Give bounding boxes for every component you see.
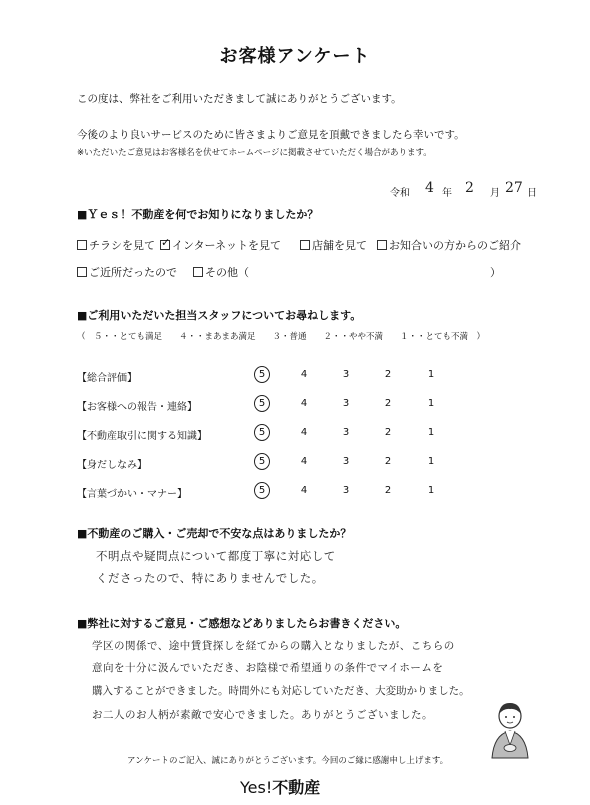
selected-circle: [254, 482, 270, 499]
date-year: 4: [425, 180, 434, 196]
q1-checkbox-other[interactable]: [193, 267, 203, 277]
score-3[interactable]: 3: [342, 456, 350, 467]
page-title: お客様アンケート: [219, 46, 371, 67]
q3-heading: ■不動産のご購入・ご売却で不安な点はありましたか？: [77, 527, 352, 540]
score-1[interactable]: 1: [427, 369, 435, 380]
score-2[interactable]: 2: [384, 485, 392, 496]
score-1[interactable]: 1: [427, 398, 435, 409]
date-era: 令和: [390, 188, 410, 199]
score-4[interactable]: 4: [300, 456, 308, 467]
q1-checkbox-store[interactable]: [300, 240, 310, 250]
q4-answer-line-2: 意向を十分に汲んでいただき、お陰様で希望通りの条件でマイホームを: [92, 662, 444, 674]
score-5[interactable]: 5: [258, 369, 266, 380]
intro-line-2: 今後のより良いサービスのために皆さまよりご意見を頂戴できましたら幸いです。: [77, 129, 465, 141]
q4-answer-line-4: お二人のお人柄が素敵で安心できました。ありがとうございました。: [92, 709, 433, 721]
score-1[interactable]: 1: [427, 485, 435, 496]
q1-option-store[interactable]: 店舗を見て: [300, 237, 367, 253]
q1-option-referral[interactable]: お知合いの方からのご紹介: [377, 237, 521, 253]
rating-label: 【言葉づかい・マナー】: [77, 489, 187, 500]
selected-circle: [254, 366, 270, 383]
q1-option-internet[interactable]: ✓ インターネットを見て: [161, 236, 282, 252]
q3-answer-line-2: くださったので、特にありませんでした。: [96, 571, 324, 585]
score-2[interactable]: 2: [384, 456, 392, 467]
score-5[interactable]: 5: [258, 456, 266, 467]
date-month: 2: [465, 180, 474, 196]
q1-option-nearby[interactable]: ご近所だったので: [77, 264, 177, 280]
score-3[interactable]: 3: [342, 485, 350, 496]
q1-checkbox-referral[interactable]: [377, 240, 387, 250]
q3-answer-line-1: 不明点や疑問点について都度丁寧に対応して: [96, 549, 336, 563]
checkmark-icon: ✓: [161, 236, 171, 249]
q4-heading: ■弊社に対するご意見・ご感想などありましたらお書きください。: [77, 617, 407, 630]
score-4[interactable]: 4: [300, 369, 308, 380]
q1-checkbox-nearby[interactable]: [77, 267, 87, 277]
q1-option-flyer[interactable]: チラシを見て: [77, 237, 155, 253]
footer-thanks: アンケートのご記入、誠にありがとうございます。今回のご縁に感謝申し上げます。: [127, 756, 449, 766]
score-3[interactable]: 3: [342, 427, 350, 438]
score-3[interactable]: 3: [342, 369, 350, 380]
date-year-label: 年: [442, 188, 452, 199]
rating-label: 【総合評価】: [77, 373, 137, 384]
q4-answer-line-1: 学区の関係で、途中賃貸探しを経てからの購入となりましたが、こちらの: [92, 640, 455, 652]
score-3[interactable]: 3: [342, 398, 350, 409]
selected-circle: [254, 453, 270, 470]
intro-note: ※いただいたご意見はお客様名を伏せてホームページに掲載させていただく場合があります。: [77, 148, 432, 158]
date-day: 27: [505, 180, 523, 196]
logo-yes: Yes!: [240, 778, 273, 797]
rating-label: 【身だしなみ】: [77, 460, 147, 471]
score-4[interactable]: 4: [300, 427, 308, 438]
q1-other-close: ）: [490, 266, 501, 279]
date-day-label: 日: [527, 188, 537, 199]
q2-scale-legend: （ ５・・とても満足 ４・・まあまあ満足 ３・普通 ２・・やや不満 １・・とても不満 ）: [77, 332, 486, 342]
q2-heading: ■ご利用いただいた担当スタッフについてお尋ねします。: [77, 309, 362, 322]
q1-checkbox-internet[interactable]: [160, 236, 171, 250]
score-5[interactable]: 5: [258, 427, 266, 438]
rating-label: 【不動産取引に関する知識】: [77, 431, 207, 442]
score-4[interactable]: 4: [300, 485, 308, 496]
score-1[interactable]: 1: [427, 427, 435, 438]
date-month-label: 月: [490, 188, 500, 199]
rating-label: 【お客様への報告・連絡】: [77, 402, 197, 413]
score-1[interactable]: 1: [427, 456, 435, 467]
selected-circle: [254, 424, 270, 441]
q4-answer-line-3: 購入することができました。時間外にも対応していただき、大変助かりました。: [92, 685, 470, 697]
score-5[interactable]: 5: [258, 398, 266, 409]
score-2[interactable]: 2: [384, 427, 392, 438]
intro-line-1: この度は、弊社をご利用いただきまして誠にありがとうございます。: [77, 93, 402, 105]
q1-checkbox-flyer[interactable]: [77, 240, 87, 250]
selected-circle: [254, 395, 270, 412]
q1-option-other[interactable]: その他（: [193, 264, 249, 280]
score-5[interactable]: 5: [258, 485, 266, 496]
company-logo: [240, 775, 320, 798]
score-4[interactable]: 4: [300, 398, 308, 409]
score-2[interactable]: 2: [384, 369, 392, 380]
q1-heading: ■Ｙｅｓ！不動産を何でお知りになりましたか？: [77, 208, 319, 221]
logo-name: 不動産: [272, 778, 321, 797]
staff-illustration-icon: [486, 700, 534, 760]
score-2[interactable]: 2: [384, 398, 392, 409]
